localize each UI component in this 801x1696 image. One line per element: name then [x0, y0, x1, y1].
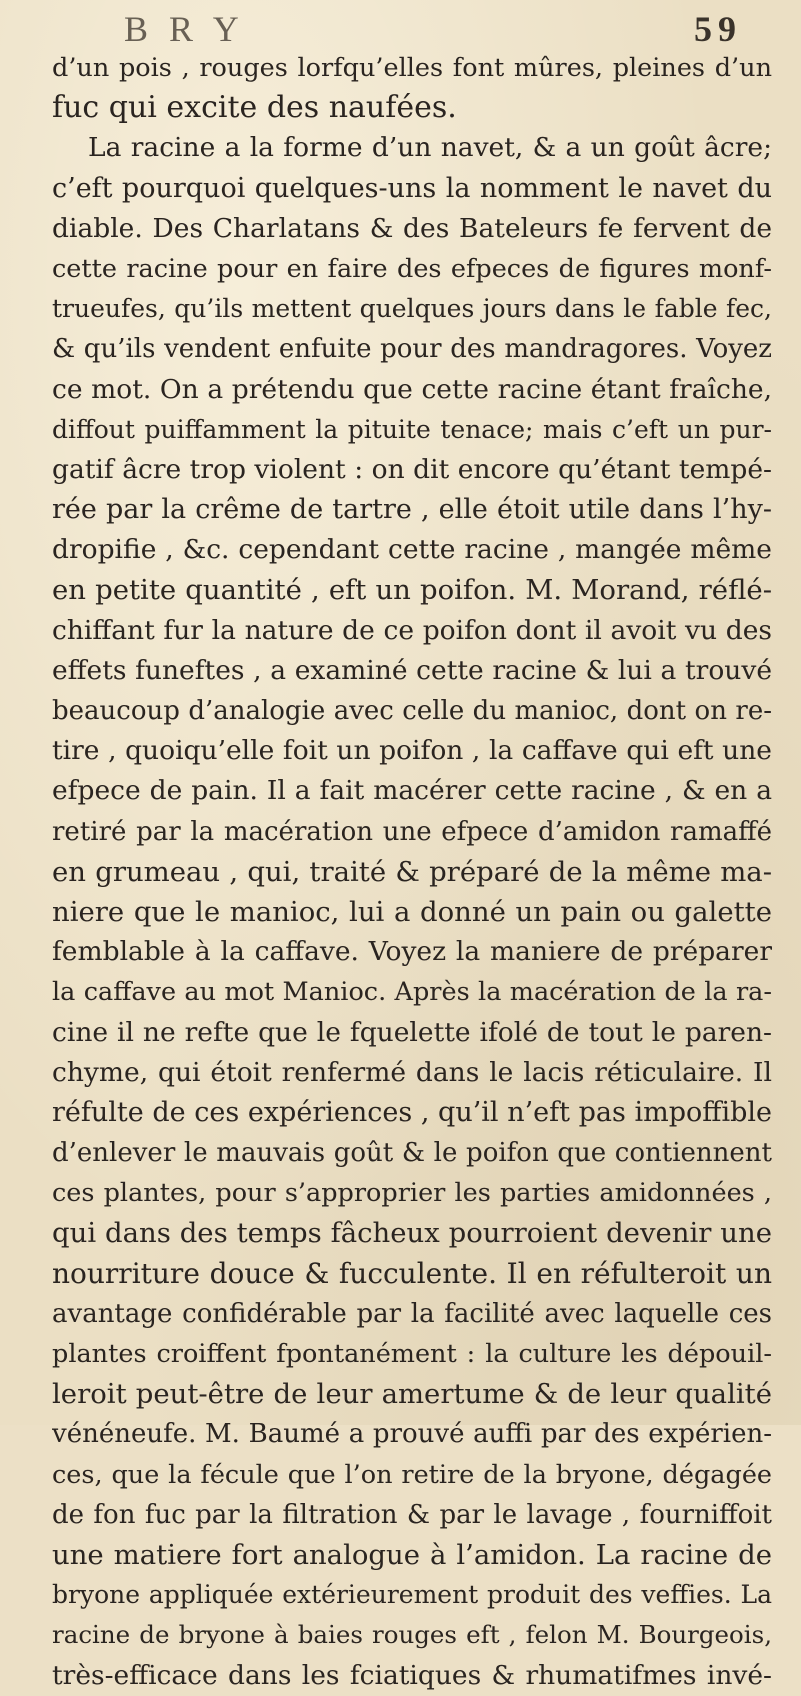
- text-line: d’un pois , rouges lorfqu’elles font mûres, pleines d’un: [52, 53, 772, 83]
- text-line: diffout puiffamment la pituite tenace; mais c’eft un pur-: [52, 414, 772, 444]
- text-line: cette racine pour en faire des efpeces de figures monf-: [52, 253, 772, 284]
- text-line: chyme, qui étoit renfermé dans le lacis réticulaire. Il: [52, 1056, 772, 1088]
- text-line: d’enlever le mauvais goût & le poifon que contiennent: [52, 1138, 772, 1169]
- text-line: en petite quantité , eft un poifon. M. Morand, réflé-: [52, 574, 772, 607]
- text-line: bryone appliquée extérieurement produit des veffies. La: [52, 1580, 772, 1610]
- text-line: effets funeftes , a examiné cette racine & lui a trouvé: [52, 654, 772, 686]
- page-header: [60, 2, 760, 54]
- body-text: [52, 48, 772, 1696]
- text-line: chiffant fur la nature de ce poifon dont il avoit vu des: [52, 614, 772, 646]
- text-line: & qu’ils vendent enfuite pour des mandragores. Voyez: [52, 334, 772, 365]
- text-line: efpece de pain. Il a fait macérer cette racine , & en a: [52, 775, 772, 807]
- text-line: rée par la crême de tartre , elle étoit utile dans l’hy-: [52, 494, 772, 526]
- text-line: beaucoup d’analogie avec celle du manioc, dont on re-: [52, 696, 772, 726]
- text-line: réfulte de ces expériences , qu’il n’eft pas impoffible: [52, 1096, 772, 1128]
- text-line: leroit peut-être de leur amertume & de leur qualité: [52, 1378, 772, 1411]
- text-line: c’eft pourquoi quelques-uns la nomment le navet du: [52, 172, 772, 204]
- text-line: retiré par la macération une efpece d’amidon ramaffé: [52, 816, 772, 847]
- text-line: La racine a la forme d’un navet, & a un goût âcre;: [88, 132, 772, 164]
- text-line: vénéneufe. M. Baumé a prouvé auffi par des expérien-: [52, 1419, 772, 1450]
- page-number: 59: [694, 9, 742, 49]
- text-line: une matiere fort analogue à l’amidon. La racine de: [52, 1538, 772, 1571]
- text-line: ce mot. On a prétendu que cette racine étant fraîche,: [52, 373, 772, 405]
- text-line: en grumeau , qui, traité & préparé de la même ma-: [52, 855, 772, 888]
- text-line: la caffave au mot Manioc. Après la macération de la ra-: [52, 977, 772, 1008]
- text-line: ces plantes, pour s’approprier les parties amidonnées ,: [52, 1178, 772, 1209]
- text-line: plantes croiffent fpontanément : la culture les dépouil-: [52, 1339, 772, 1369]
- text-line: cine il ne refte que le fquelette ifolé de tout le paren-: [52, 1016, 772, 1048]
- text-line: ces, que la fécule que l’on retire de la bryone, dégagée: [52, 1459, 772, 1490]
- text-line: niere que le manioc, lui a donné un pain ou galette: [52, 895, 772, 928]
- text-line: femblable à la caffave. Voyez la maniere de préparer: [52, 936, 772, 968]
- text-line: trueufes, qu’ils mettent quelques jours dans le fable fec,: [52, 294, 772, 324]
- text-line: tire , quoiqu’elle foit un poifon , la caffave qui eft une: [52, 735, 772, 767]
- text-line: très-efficace dans les fciatiques & rhumatifmes invé-: [52, 1659, 772, 1691]
- text-line: qui dans des temps fâcheux pourroient devenir une: [52, 1217, 772, 1250]
- text-line: nourriture douce & fucculente. Il en réfulteroit un: [52, 1256, 772, 1290]
- text-line: gatif âcre trop violent : on dit encore qu’étant tempé-: [52, 453, 772, 485]
- running-title: B R Y: [124, 9, 245, 49]
- text-line: fuc qui excite des naufées.: [52, 90, 457, 126]
- text-line: avantage confidérable par la facilité avec laquelle ces: [52, 1298, 772, 1329]
- text-line: racine de bryone à baies rouges eft , felon M. Bourgeois,: [52, 1620, 772, 1650]
- text-line: de fon fuc par la filtration & par le lavage , fourniffoit: [52, 1499, 772, 1530]
- text-line: diable. Des Charlatans & des Bateleurs fe fervent de: [52, 212, 772, 244]
- text-line: dropifie , &c. cependant cette racine , mangée même: [52, 534, 772, 566]
